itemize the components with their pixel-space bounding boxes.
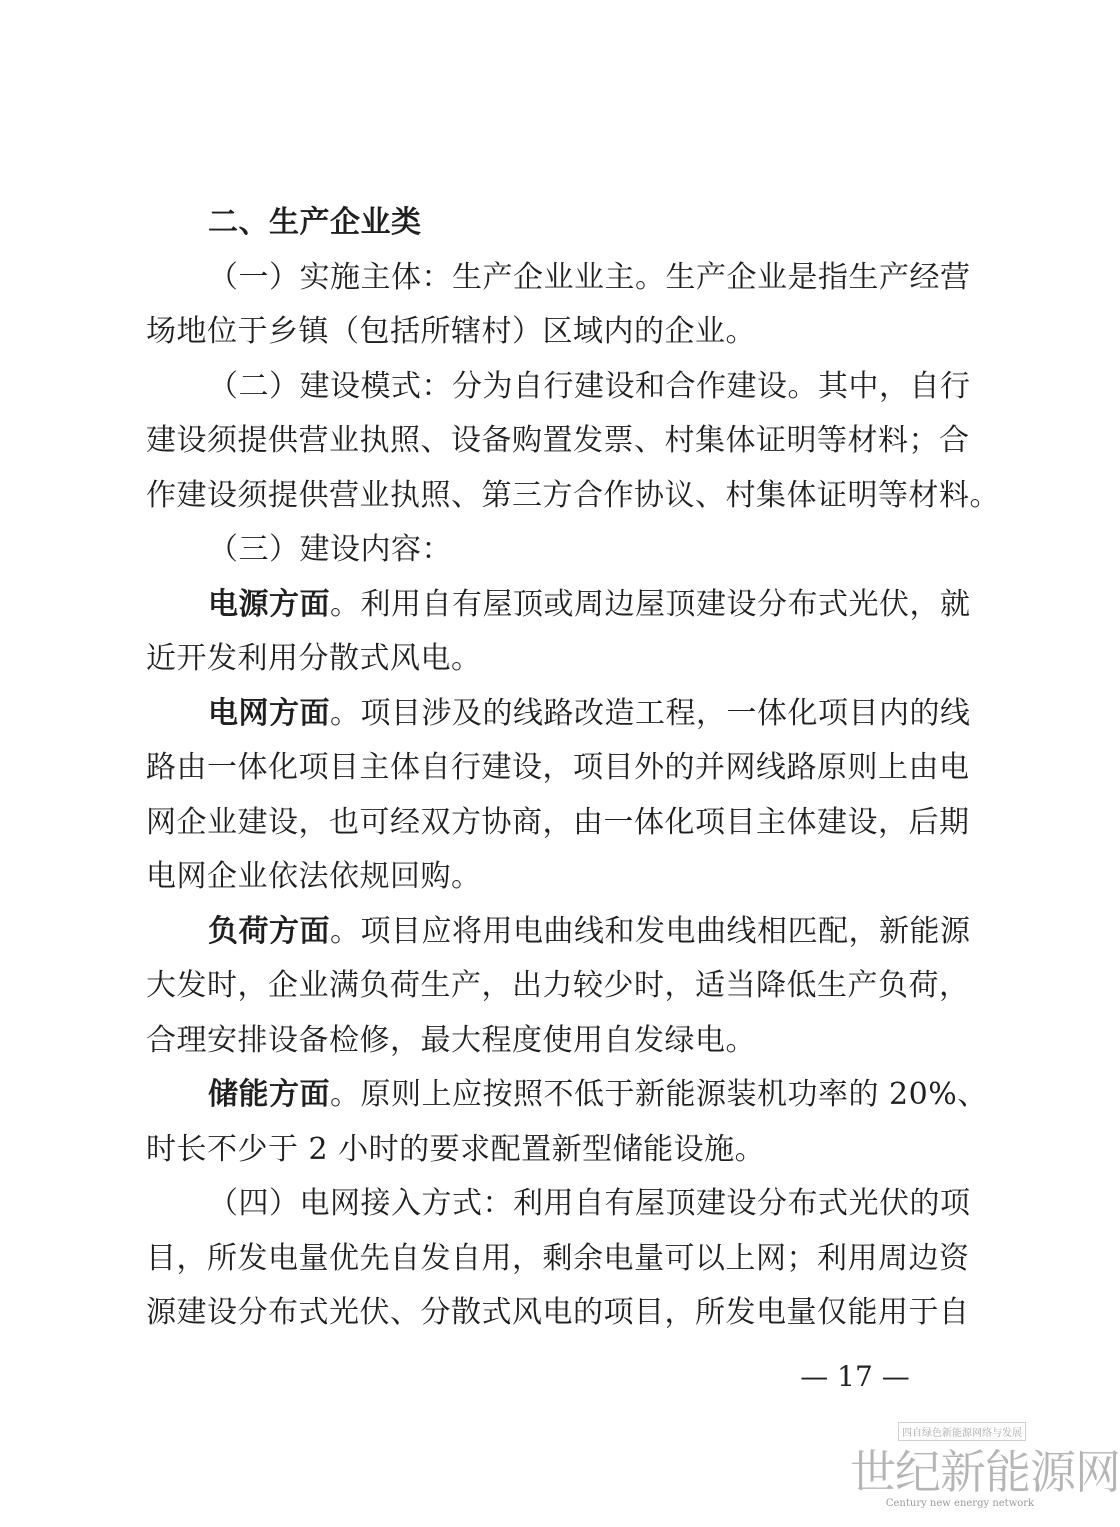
watermark-small-text: 四自绿色新能源网络与发展 [898, 1422, 1026, 1441]
paragraph-line: 合理安排设备检修，最大程度使用自发绿电。 [146, 1022, 756, 1058]
paragraph-text: 。利用自有屋顶或周边屋顶建设分布式光伏，就 [330, 586, 971, 622]
paragraph-line: 源建设分布式光伏、分散式风电的项目，所发电量仅能用于自 [146, 1295, 970, 1330]
paragraph-line: 路由一体化项目主体自行建设，项目外的并网线路原则上由电 [146, 750, 970, 785]
paragraph-line: （四）电网接入方式：利用自有屋顶建设分布式光伏的项 [208, 1186, 971, 1221]
paragraph-line: 近开发利用分散式风电。 [146, 641, 482, 676]
section-title: 二、生产企业类 [208, 205, 422, 240]
paragraph-line: 目，所发电量优先自发自用，剩余电量可以上网；利用周边资 [146, 1240, 970, 1276]
paragraph-line [146, 905, 971, 960]
paragraph-line: 网企业建设，也可经双方协商，由一体化项目主体建设，后期 [146, 804, 970, 840]
page-number: — 17 — [800, 1360, 910, 1393]
document-body [146, 196, 1000, 1341]
paragraph-line: （二）建设模式：分为自行建设和合作建设。其中，自行 [208, 368, 971, 404]
load-label: 负荷方面 [208, 913, 330, 949]
paragraph-line: 电网企业依法依规回购。 [146, 859, 482, 894]
storage-label: 储能方面 [208, 1077, 330, 1112]
paragraph-line: 作建设须提供营业执照、第三方合作协议、村集体证明等材料。 [146, 477, 1000, 513]
paragraph-line [146, 578, 971, 633]
power-source-label: 电源方面 [208, 586, 330, 622]
paragraph-line [146, 687, 971, 742]
grid-label: 电网方面 [208, 695, 330, 731]
paragraph-line [146, 1068, 988, 1123]
paragraph-line: 大发时，企业满负荷生产，出力较少时，适当降低生产负荷， [146, 968, 970, 1003]
watermark [850, 1422, 1120, 1522]
paragraph-line: （三）建设内容： [208, 532, 452, 567]
paragraph-line: 时长不少于 2 小时的要求配置新型储能设施。 [146, 1131, 766, 1167]
paragraph-text: 。项目涉及的线路改造工程，一体化项目内的线 [330, 695, 971, 731]
paragraph-line: （一）实施主体：生产企业业主。生产企业是指生产经营 [208, 259, 971, 295]
paragraph-text: 。项目应将用电曲线和发电曲线相匹配，新能源 [330, 913, 971, 949]
watermark-english-text: Century new energy network [885, 1498, 1035, 1509]
paragraph-text: 。原则上应按照不低于新能源装机功率的 20%、 [330, 1077, 988, 1112]
watermark-main-text: 世纪新能源网 [850, 1445, 1120, 1499]
paragraph-line: 建设须提供营业执照、设备购置发票、村集体证明等材料；合 [146, 423, 970, 458]
paragraph-line: 场地位于乡镇（包括所辖村）区域内的企业。 [146, 314, 756, 349]
